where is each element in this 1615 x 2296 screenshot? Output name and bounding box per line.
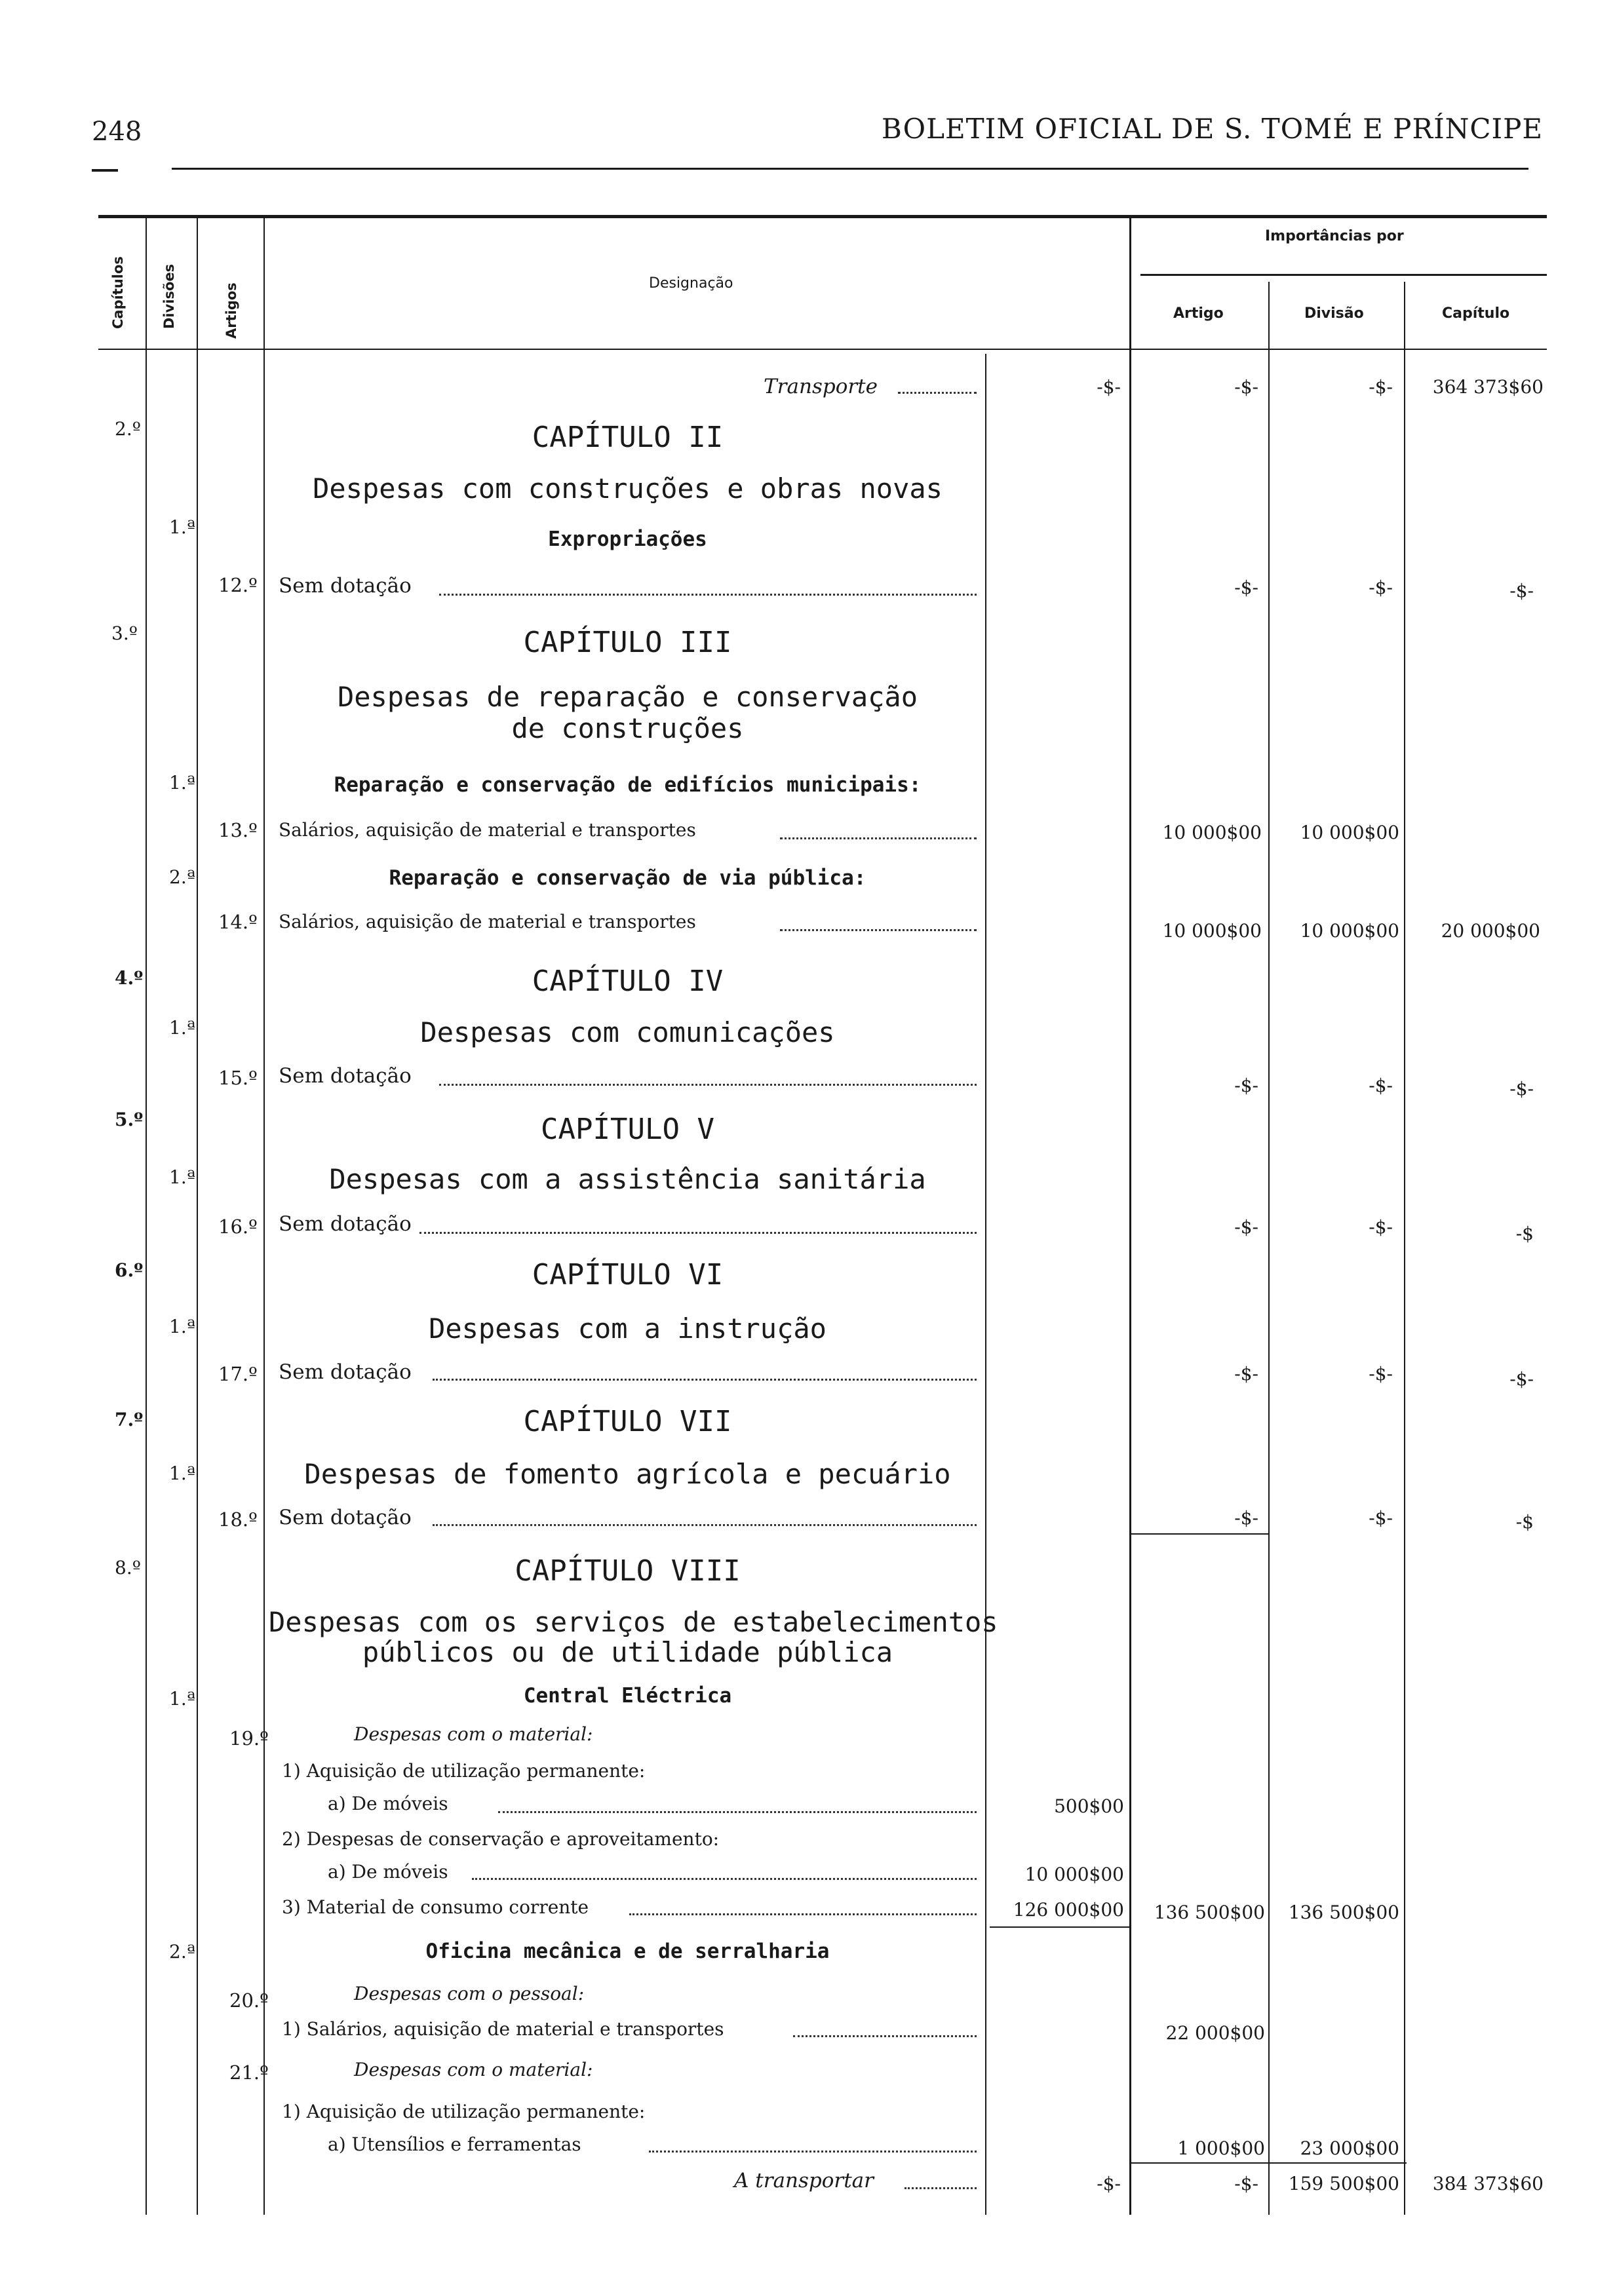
chapter-num: 4.º bbox=[115, 967, 144, 989]
subtotal-rule bbox=[1131, 2162, 1407, 2164]
col-line-artigo bbox=[1129, 216, 1131, 2215]
article-num: 18.º bbox=[218, 1508, 258, 1531]
chapter-heading: CAPÍTULO VII bbox=[523, 1405, 732, 1438]
chapter-title: Despesas de fomento agrícola e pecuário bbox=[304, 1458, 951, 1490]
col-line-divisao bbox=[1268, 282, 1270, 2215]
article-num: 12.º bbox=[218, 574, 258, 596]
leader-dots bbox=[439, 1084, 977, 1086]
article-artigo: 10 000$00 bbox=[1162, 822, 1262, 843]
line-item: a) Utensílios e ferramentas bbox=[328, 2133, 581, 2155]
page-title: BOLETIM OFICIAL DE S. TOMÉ E PRÍNCIPE bbox=[882, 113, 1544, 145]
subtotal-rule bbox=[990, 1926, 1131, 1928]
chapter-heading: CAPÍTULO III bbox=[523, 626, 732, 659]
article-num: 20.º bbox=[229, 1989, 269, 2012]
chapter-title-line1: Despesas de reparação e conservação bbox=[337, 681, 918, 713]
leader-dots bbox=[433, 1379, 977, 1381]
leader-dots bbox=[419, 1232, 977, 1234]
header-capitulo: Capítulo bbox=[1442, 305, 1510, 322]
division-num: 1.ª bbox=[169, 1017, 196, 1039]
line-item: 2) Despesas de conservação e aproveitamento: bbox=[282, 1828, 720, 1850]
article-divisao: -$- bbox=[1369, 1075, 1393, 1096]
header-designacao: Designação bbox=[649, 275, 733, 292]
division-title: Central Eléctrica bbox=[523, 1684, 732, 1708]
article-artigo: 10 000$00 bbox=[1162, 920, 1262, 942]
division-title: Reparação e conservação de edifícios municipais: bbox=[334, 773, 922, 797]
chapter-num: 7.º bbox=[115, 1409, 144, 1430]
article-capitulo: -$ bbox=[1515, 1511, 1534, 1533]
line-item: 3) Material de consumo corrente bbox=[282, 1896, 589, 1918]
line-item: 1) Salários, aquisição de material e transportes bbox=[282, 2018, 724, 2040]
article-capitulo: -$ bbox=[1515, 1223, 1534, 1244]
col-line-capitulos bbox=[146, 216, 147, 2215]
division-num: 1.ª bbox=[169, 516, 196, 538]
article-text: Sem dotação bbox=[279, 1212, 412, 1236]
chapter-title-line1: Despesas com os serviços de estabelecimentos bbox=[269, 1606, 998, 1638]
article-heading: Despesas com o material: bbox=[354, 1723, 593, 1745]
transporte-artigo: -$- bbox=[1234, 376, 1258, 398]
table-top-rule bbox=[98, 215, 1547, 218]
article-num: 19.º bbox=[229, 1727, 269, 1750]
chapter-title: Despesas com construções e obras novas bbox=[313, 472, 943, 505]
header-divisoes: Divisões bbox=[161, 263, 177, 329]
header-importancias: Importâncias por bbox=[1265, 228, 1404, 244]
line-item-divisao: 23 000$00 bbox=[1300, 2137, 1399, 2159]
line-item-value: 10 000$00 bbox=[1024, 1864, 1124, 1885]
article-capitulo: 20 000$00 bbox=[1441, 920, 1540, 942]
division-title: Oficina mecânica e de serralharia bbox=[425, 1940, 830, 1963]
leader-dots bbox=[780, 929, 977, 931]
article-text: Sem dotação bbox=[279, 574, 412, 598]
chapter-title: Despesas com a instrução bbox=[429, 1312, 827, 1345]
article-num: 13.º bbox=[218, 819, 258, 841]
header-divisao: Divisão bbox=[1304, 305, 1364, 322]
chapter-title-line2: públicos ou de utilidade pública bbox=[362, 1636, 893, 1668]
division-num: 1.ª bbox=[169, 1166, 196, 1188]
division-num: 2.ª bbox=[169, 1941, 196, 1962]
article-num: 14.º bbox=[218, 911, 258, 933]
line-item: a) De móveis bbox=[328, 1861, 448, 1883]
article-divisao: -$- bbox=[1369, 1507, 1393, 1529]
article-text: Sem dotação bbox=[279, 1360, 412, 1384]
chapter-heading: CAPÍTULO V bbox=[541, 1113, 714, 1146]
article-divisao: 10 000$00 bbox=[1300, 920, 1399, 942]
division-num: 2.ª bbox=[169, 866, 196, 888]
division-num: 1.ª bbox=[169, 1463, 196, 1484]
chapter-title: Despesas com comunicações bbox=[420, 1016, 835, 1048]
chapter-title: Despesas com a assistência sanitária bbox=[329, 1163, 926, 1195]
division-title: Expropriações bbox=[548, 527, 707, 551]
chapter-heading: CAPÍTULO VI bbox=[532, 1258, 724, 1292]
line-item: 1) Aquisição de utilização permanente: bbox=[282, 1760, 646, 1782]
importancias-rule bbox=[1140, 274, 1547, 276]
a-transportar-label: A transportar bbox=[734, 2169, 874, 2192]
col-line-divisoes bbox=[197, 216, 198, 2215]
article-capitulo: -$- bbox=[1509, 1078, 1534, 1100]
a-transportar-divisao: 159 500$00 bbox=[1288, 2173, 1399, 2194]
transporte-label: Transporte bbox=[764, 375, 878, 398]
header-tick bbox=[92, 169, 118, 172]
header-artigos: Artigos bbox=[224, 282, 239, 339]
line-item-divisao: 136 500$00 bbox=[1288, 1902, 1399, 1923]
article-artigo: -$- bbox=[1234, 577, 1258, 598]
leader-dots bbox=[649, 2151, 977, 2152]
article-num: 15.º bbox=[218, 1067, 258, 1089]
division-num: 1.ª bbox=[169, 1316, 196, 1337]
article-divisao: -$- bbox=[1369, 1363, 1393, 1385]
transporte-col1: -$- bbox=[1097, 376, 1121, 398]
a-transportar-artigo: -$- bbox=[1234, 2173, 1258, 2194]
a-transportar-capitulo: 384 373$60 bbox=[1432, 2173, 1544, 2194]
leader-dots bbox=[780, 837, 977, 839]
chapter-heading: CAPÍTULO IV bbox=[532, 965, 724, 998]
article-heading: Despesas com o material: bbox=[354, 2059, 593, 2080]
division-num: 1.ª bbox=[169, 772, 196, 794]
subtotal-rule bbox=[1131, 1533, 1269, 1535]
col-line-artigos bbox=[263, 216, 265, 2215]
line-item-artigo: 1 000$00 bbox=[1177, 2137, 1265, 2159]
article-capitulo: -$- bbox=[1509, 1368, 1534, 1390]
article-divisao: 10 000$00 bbox=[1300, 822, 1399, 843]
article-text: Salários, aquisição de material e transportes bbox=[279, 819, 696, 841]
article-num: 17.º bbox=[218, 1363, 258, 1385]
article-divisao: -$- bbox=[1369, 1216, 1393, 1238]
line-item-value: 500$00 bbox=[1054, 1795, 1124, 1817]
division-title: Reparação e conservação de via pública: bbox=[389, 866, 866, 890]
transporte-divisao: -$- bbox=[1369, 376, 1393, 398]
chapter-heading: CAPÍTULO VIII bbox=[515, 1554, 741, 1588]
line-item: a) De móveis bbox=[328, 1793, 448, 1814]
chapter-num: 2.º bbox=[115, 418, 141, 440]
article-text: Sem dotação bbox=[279, 1064, 412, 1088]
chapter-num: 6.º bbox=[115, 1259, 144, 1281]
col-line-capitulo bbox=[1404, 282, 1405, 2215]
article-capitulo: -$- bbox=[1509, 580, 1534, 602]
article-divisao: -$- bbox=[1369, 577, 1393, 598]
article-num: 21.º bbox=[229, 2061, 269, 2084]
leader-dots bbox=[898, 392, 977, 394]
leader-dots bbox=[905, 2187, 977, 2189]
article-num: 16.º bbox=[218, 1215, 258, 1238]
table-header-rule bbox=[98, 349, 1547, 350]
chapter-title-line2: de construções bbox=[511, 712, 744, 744]
division-num: 1.ª bbox=[169, 1688, 196, 1710]
a-transportar-col1: -$- bbox=[1097, 2173, 1121, 2194]
chapter-heading: CAPÍTULO II bbox=[532, 421, 724, 454]
leader-dots bbox=[498, 1811, 977, 1813]
leader-dots bbox=[433, 1524, 977, 1526]
line-item-artigo: 136 500$00 bbox=[1154, 1902, 1265, 1923]
transporte-capitulo: 364 373$60 bbox=[1432, 376, 1544, 398]
page-number: 248 bbox=[92, 117, 142, 147]
article-artigo: -$- bbox=[1234, 1216, 1258, 1238]
leader-dots bbox=[439, 594, 977, 596]
article-heading: Despesas com o pessoal: bbox=[354, 1983, 585, 2004]
leader-dots bbox=[793, 2035, 977, 2037]
chapter-num: 8.º bbox=[115, 1557, 141, 1578]
line-item: 1) Aquisição de utilização permanente: bbox=[282, 2101, 646, 2122]
line-item-value: 126 000$00 bbox=[1013, 1899, 1124, 1921]
header-artigo: Artigo bbox=[1173, 305, 1224, 322]
article-artigo: -$- bbox=[1234, 1507, 1258, 1529]
article-artigo: -$- bbox=[1234, 1363, 1258, 1385]
chapter-num: 3.º bbox=[111, 622, 138, 644]
article-artigo: -$- bbox=[1234, 1075, 1258, 1096]
leader-dots bbox=[629, 1913, 977, 1915]
leader-dots bbox=[472, 1878, 977, 1880]
line-item-artigo: 22 000$00 bbox=[1165, 2022, 1265, 2044]
article-text: Salários, aquisição de material e transportes bbox=[279, 911, 696, 932]
chapter-num: 5.º bbox=[115, 1109, 144, 1130]
header-rule bbox=[172, 168, 1528, 170]
header-capitulos: Capítulos bbox=[110, 256, 126, 329]
article-text: Sem dotação bbox=[279, 1506, 412, 1529]
